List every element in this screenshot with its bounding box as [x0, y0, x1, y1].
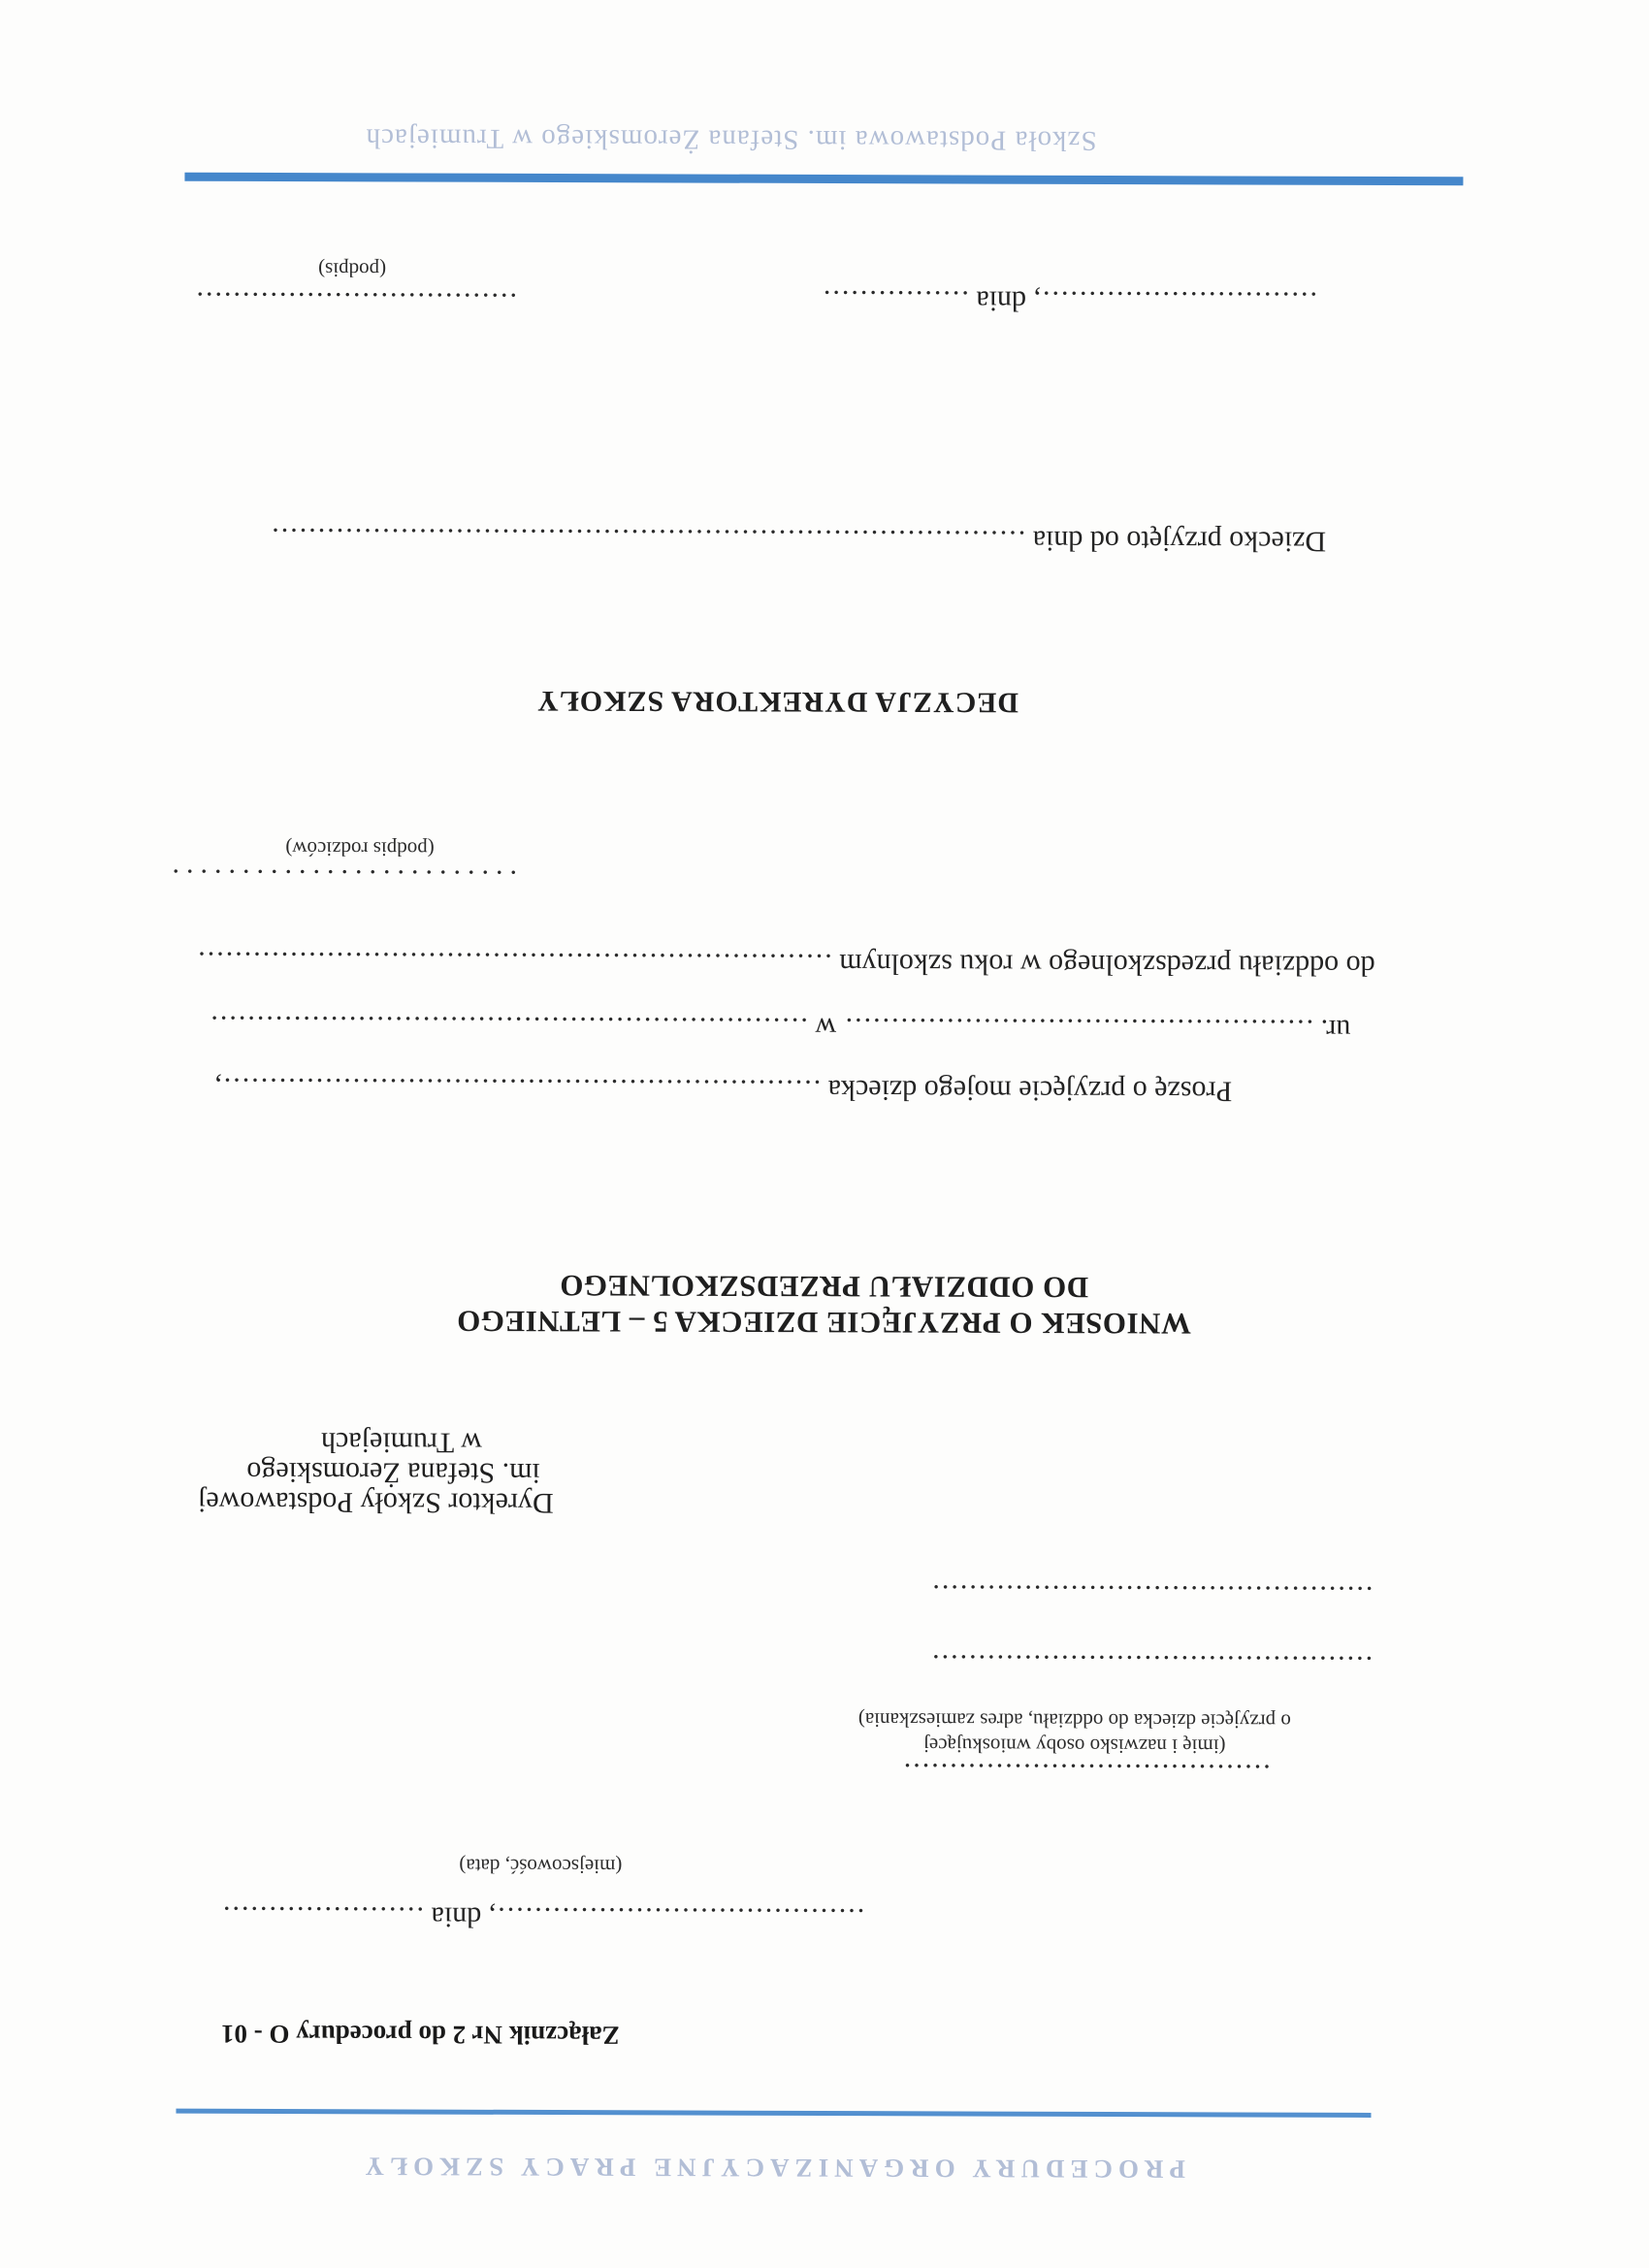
director-signature-dots: ...................................	[194, 285, 518, 319]
final-place-date-row	[822, 283, 1317, 318]
date-dots: ......................	[220, 1899, 425, 1933]
attachment-number-label: Załącznik Nr 2 do procedury O - 01	[220, 2019, 620, 2051]
request-comma: ,	[214, 1071, 222, 1104]
header-rule-line	[176, 2109, 1371, 2118]
applicant-address-dots-1: ................................................	[930, 1648, 1374, 1682]
addressee-line3: w Trumiejach	[320, 1426, 482, 1459]
born-date-dots: ...................................................	[843, 1012, 1314, 1046]
final-place-dots: ..............................	[1040, 284, 1318, 318]
document-title-line2: DO ODDZIAŁU PRZEDSZKOLNEGO	[559, 1269, 1089, 1305]
final-dnia-label: , dnia	[968, 284, 1042, 317]
dnia-label: , dnia	[423, 1900, 497, 1933]
place-dots: ........................................	[496, 1900, 865, 1935]
born-label: ur.	[1312, 1013, 1351, 1046]
addressee-block	[198, 1427, 554, 1518]
applicant-caption-line2: o przyjęcie dziecka do oddziału, adres zamieszkania)	[857, 1708, 1291, 1733]
born-in-label: w	[807, 1011, 844, 1045]
addressee-line1: Dyrektor Szkoły Podstawowej	[197, 1485, 554, 1520]
place-date-row	[221, 1899, 864, 1934]
page-footer-school-name: Szkoła Podstawowa im. Stefana Żeromskiego w Trumiejach	[365, 122, 1097, 156]
school-year-dots: .....................................................................	[196, 945, 832, 981]
place-date-caption: (miejscowość, data)	[459, 1854, 623, 1879]
admitted-dots: ..................................................................................	[270, 522, 1026, 557]
director-signature-caption: (podpis)	[318, 258, 387, 282]
applicant-name-dots: ........................................	[901, 1757, 1271, 1791]
page-header-procedures-text: PROCEDURY ORGANIZACYJNE PRACY SZKOŁY	[359, 2152, 1186, 2185]
document-title	[0, 1266, 1649, 1344]
school-year-line	[196, 945, 1375, 982]
school-year-text: do oddziału przedszkolnego w roku szkolnym	[831, 948, 1375, 982]
admitted-line	[270, 521, 1326, 558]
decision-heading: DECYZJA DYREKTORA SZKOŁY	[536, 684, 1019, 719]
request-line	[214, 1071, 1232, 1108]
admitted-text: Dziecko przyjęto od dnia	[1025, 524, 1327, 558]
applicant-caption-line1: (imię i nazwisko osoby wnioskującej	[923, 1733, 1226, 1759]
birth-line	[209, 1009, 1350, 1046]
born-place-dots: .................................................................	[209, 1009, 808, 1044]
footer-rule-line	[184, 173, 1463, 186]
document-title-line1: WNIOSEK O PRZYJĘCIE DZIECKA 5 – LETNIEGO	[456, 1304, 1192, 1342]
request-text: Proszę o przyjęcie mojego dziecka	[821, 1073, 1233, 1108]
applicant-address-dots-2: ................................................	[930, 1578, 1374, 1612]
parents-signature-dots: .........................	[165, 862, 517, 896]
final-date-dots: ................	[821, 283, 969, 317]
request-dots: .................................................................	[221, 1071, 822, 1106]
addressee-line2: im. Stefana Żeromskiego	[246, 1455, 540, 1489]
parents-signature-caption: (podpis rodziców)	[285, 837, 435, 861]
